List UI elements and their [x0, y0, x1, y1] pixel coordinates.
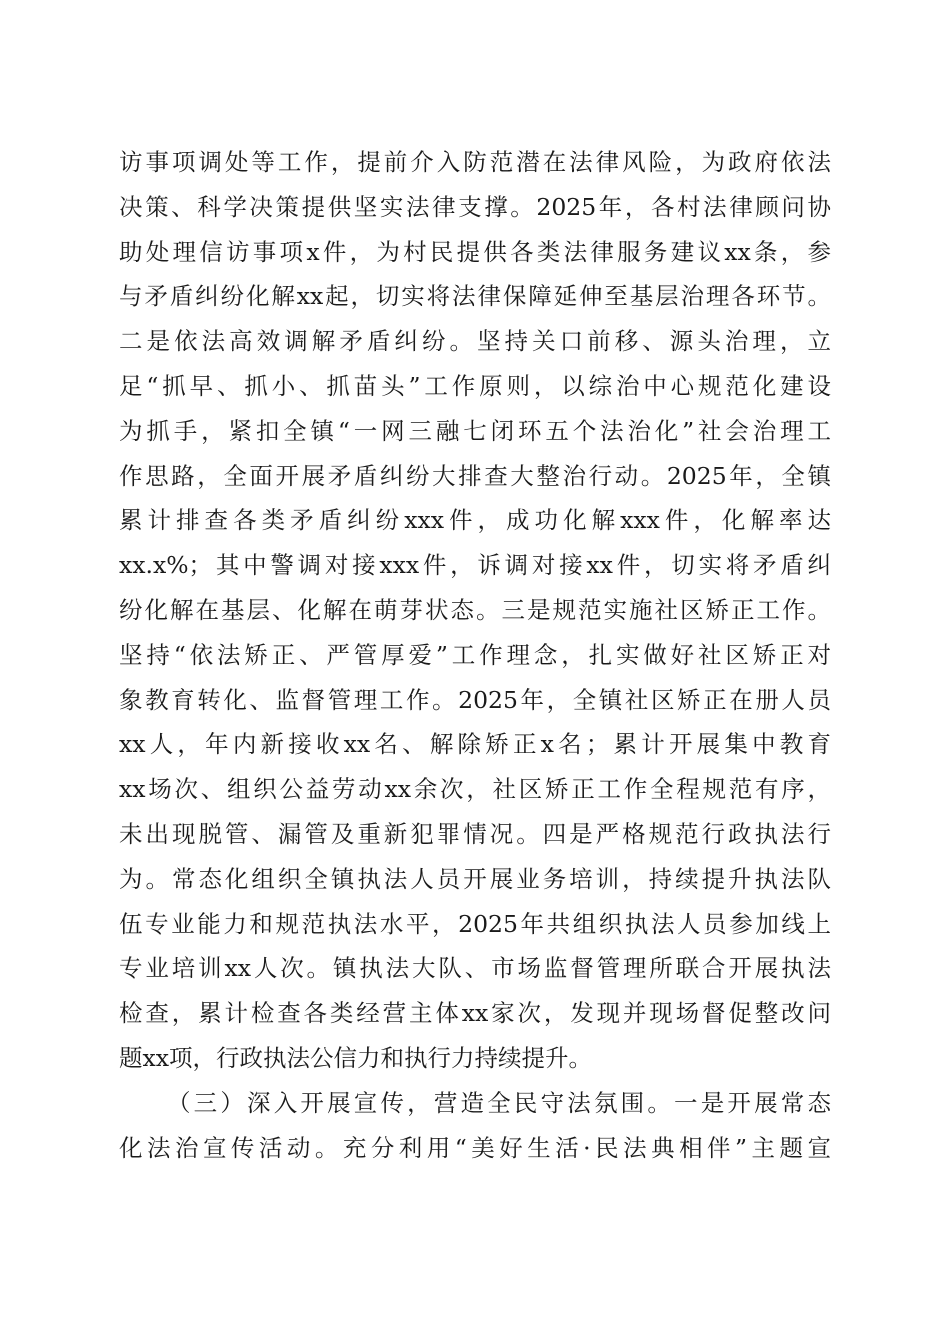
text-line: 访事项调处等工作，提前介入防范潜在法律风险，为政府依法	[119, 148, 831, 176]
text-line: xx.x%；其中警调对接xxx件，诉调对接xx件，切实将矛盾纠	[119, 551, 831, 580]
text-line: 为抓手，紧扣全镇“一网三融七闭环五个法治化”社会治理工	[119, 416, 831, 445]
text-line: 足“抓早、抓小、抓苗头”工作原则，以综治中心规范化建设	[119, 371, 831, 400]
text-line: 检查，累计检查各类经营主体xx家次，发现并现场督促整改问	[119, 999, 831, 1028]
text-line: 决策、科学决策提供坚实法律支撑。2025年，各村法律顾问协	[119, 192, 831, 221]
text-line: 未出现脱管、漏管及重新犯罪情况。四是严格规范行政执法行	[119, 819, 831, 848]
text-line: 与矛盾纠纷化解xx起，切实将法律保障延伸至基层治理各环节。	[119, 282, 831, 311]
section-heading-line: （三）深入开展宣传，营造全民守法氛围。一是开展常态	[167, 1088, 831, 1117]
text-line: 作思路，全面开展矛盾纠纷大排查大整治行动。2025年，全镇	[119, 461, 831, 490]
text-line: 为。常态化组织全镇执法人员开展业务培训，持续提升执法队	[119, 864, 831, 893]
text-line: 伍专业能力和规范执法水平，2025年共组织执法人员参加线上	[119, 909, 831, 938]
text-line: 二是依法高效调解矛盾纠纷。坚持关口前移、源头治理，立	[119, 327, 831, 356]
text-line: 专业培训xx人次。镇执法大队、市场监督管理所联合开展执法	[119, 954, 831, 983]
text-line: 象教育转化、监督管理工作。2025年，全镇社区矫正在册人员	[119, 685, 831, 714]
paragraph-last-line: 题xx项，行政执法公信力和执行力持续提升。	[119, 1043, 593, 1072]
text-line: xx场次、组织公益劳动xx余次，社区矫正工作全程规范有序，	[119, 775, 831, 804]
body-text	[119, 140, 831, 1170]
text-line: 坚持“依法矫正、严管厚爱”工作理念，扎实做好社区矫正对	[119, 640, 831, 669]
text-line: 助处理信访事项x件，为村民提供各类法律服务建议xx条，参	[119, 237, 831, 266]
text-line: 化法治宣传活动。充分利用“美好生活·民法典相伴”主题宣	[119, 1133, 831, 1162]
text-line: 累计排查各类矛盾纠纷xxx件，成功化解xxx件，化解率达	[119, 506, 831, 535]
text-line: xx人，年内新接收xx名、解除矫正x名；累计开展集中教育	[119, 730, 831, 759]
text-line: 纷化解在基层、化解在萌芽状态。三是规范实施社区矫正工作。	[119, 595, 831, 624]
